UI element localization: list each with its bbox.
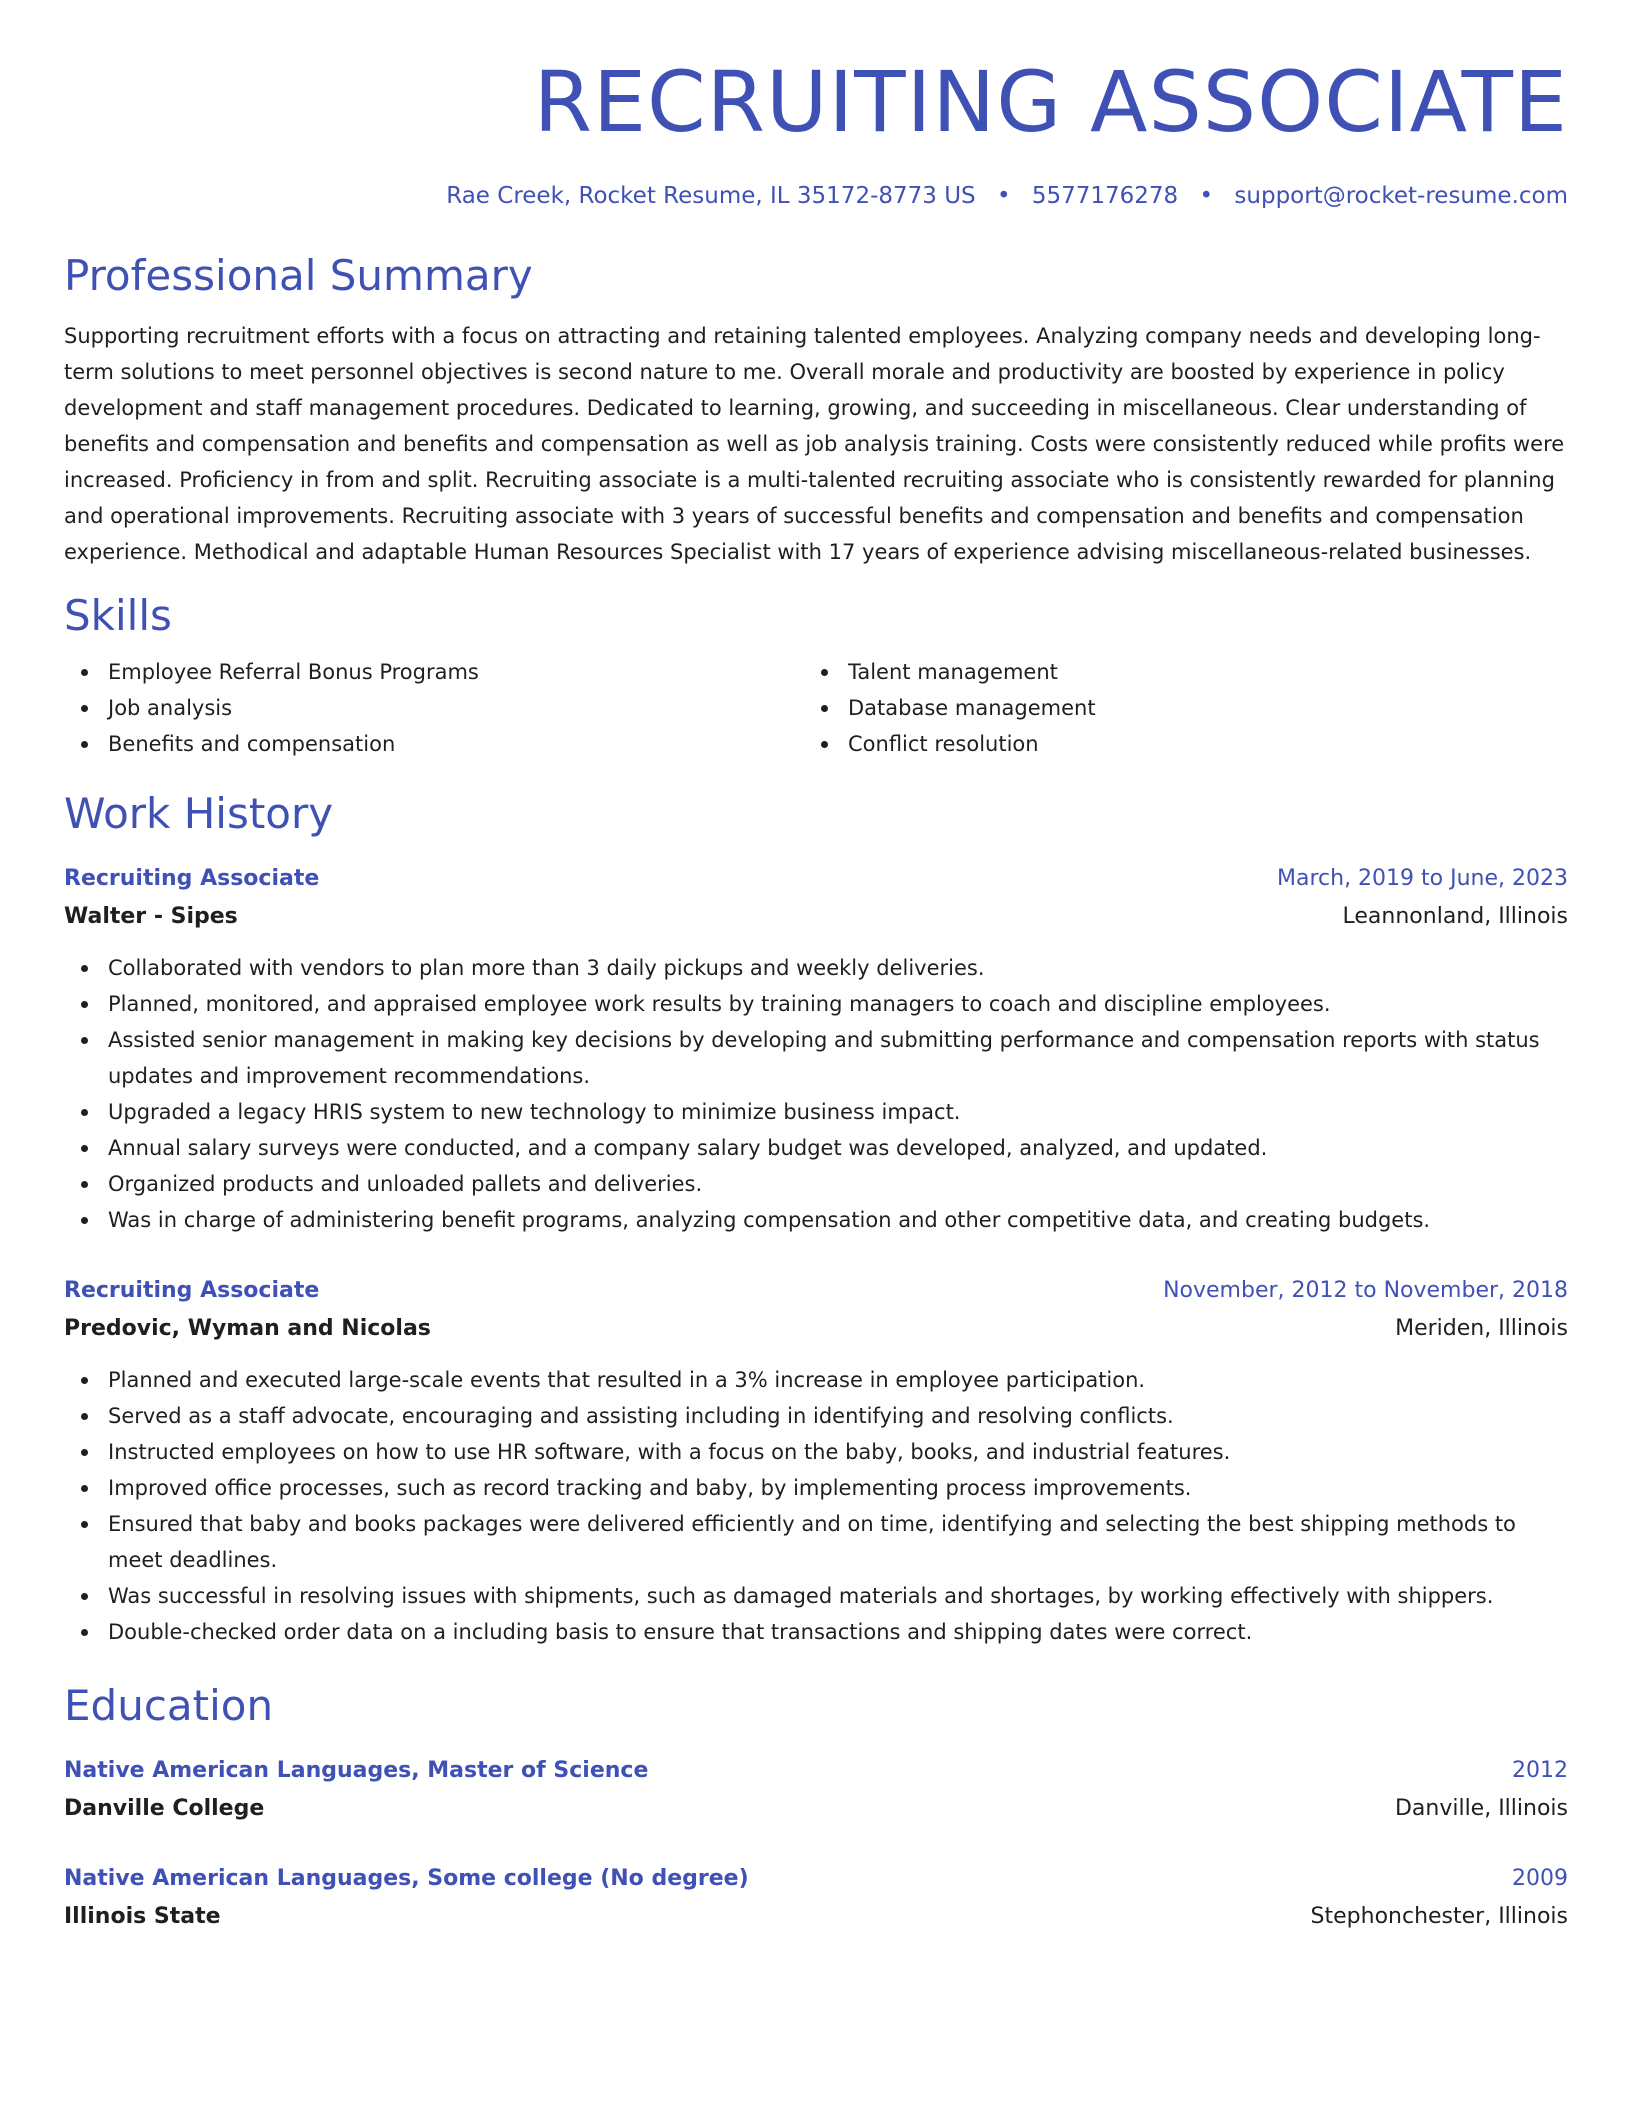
education-heading: Education (64, 1681, 274, 1730)
bullet-icon (81, 1521, 88, 1528)
contact-address: Rae Creek, Rocket Resume, IL 35172-8773 US (446, 183, 976, 209)
job-bullet: Collaborated with vendors to plan more than 3 daily pickups and weekly deliveries. (64, 950, 1568, 986)
bullet-icon (81, 1109, 88, 1116)
skills-column-right (804, 654, 1544, 762)
job-bullet: Assisted senior management in making key decisions by developing and submitting performance and compensation reports with status updates and improvement recommendations. (64, 1022, 1568, 1094)
bullet-icon (81, 1145, 88, 1152)
job-bullet: Upgraded a legacy HRIS system to new technology to minimize business impact. (64, 1094, 1568, 1130)
bullet-icon (821, 741, 828, 748)
bullet-icon (81, 1377, 88, 1384)
education-school: Illinois State (64, 1904, 221, 1929)
education-entry (64, 1860, 1568, 1936)
bullet-icon (81, 741, 88, 748)
skills-grid (64, 654, 1568, 762)
work-history-heading: Work History (64, 789, 334, 838)
bullet-icon (81, 1449, 88, 1456)
job-company: Predovic, Wyman and Nicolas (64, 1316, 431, 1341)
skill-item: Benefits and compensation (64, 726, 804, 762)
education-degree: Native American Languages, Master of Science (64, 1758, 649, 1783)
bullet-icon (81, 1001, 88, 1008)
job-bullet: Planned and executed large-scale events that resulted in a 3% increase in employee participation. (64, 1362, 1568, 1398)
job-bullet: Ensured that baby and books packages were delivered efficiently and on time, identifying and selecting the best shipping methods to meet deadlines. (64, 1506, 1568, 1578)
job-header (64, 860, 1568, 898)
education-location: Danville, Illinois (1394, 1796, 1568, 1821)
education-year: 2012 (1512, 1758, 1568, 1783)
job-bullet: Instructed employees on how to use HR software, with a focus on the baby, books, and industrial features. (64, 1434, 1568, 1470)
job-role: Recruiting Associate (64, 1278, 320, 1303)
education-subheader (64, 1790, 1568, 1828)
education-degree: Native American Languages, Some college (No degree) (64, 1866, 749, 1891)
bullet-icon (81, 1593, 88, 1600)
bullet-icon (81, 1217, 88, 1224)
job-bullet: Improved office processes, such as record tracking and baby, by implementing process improvements. (64, 1470, 1568, 1506)
job-subheader (64, 898, 1568, 936)
skill-item: Job analysis (64, 690, 804, 726)
education-header (64, 1860, 1568, 1898)
job-entry (64, 1272, 1568, 1650)
job-header (64, 1272, 1568, 1310)
bullet-icon (821, 705, 828, 712)
education-year: 2009 (1512, 1866, 1568, 1891)
job-bullet: Annual salary surveys were conducted, and a company salary budget was developed, analyzed, and updated. (64, 1130, 1568, 1166)
job-company: Walter - Sipes (64, 904, 238, 929)
education-location: Stephonchester, Illinois (1310, 1904, 1568, 1929)
job-bullet: Double-checked order data on a including basis to ensure that transactions and shipping dates were correct. (64, 1614, 1568, 1650)
job-role: Recruiting Associate (64, 866, 320, 891)
job-bullet: Was in charge of administering benefit programs, analyzing compensation and other competitive data, and creating budgets. (64, 1202, 1568, 1238)
bullet-icon (81, 705, 88, 712)
education-header (64, 1752, 1568, 1790)
job-bullet-list (64, 1362, 1568, 1650)
contact-line (64, 180, 1568, 212)
bullet-icon (81, 1413, 88, 1420)
education-subheader (64, 1898, 1568, 1936)
job-bullet: Planned, monitored, and appraised employee work results by training managers to coach and discipline employees. (64, 986, 1568, 1022)
contact-phone: 5577176278 (1031, 183, 1179, 209)
summary-heading: Professional Summary (64, 251, 533, 300)
skill-item: Talent management (804, 654, 1544, 690)
bullet-icon (81, 1485, 88, 1492)
skill-item: Database management (804, 690, 1544, 726)
job-bullet: Organized products and unloaded pallets and deliveries. (64, 1166, 1568, 1202)
job-bullet: Was successful in resolving issues with shipments, such as damaged materials and shortages, by working effectively with shippers. (64, 1578, 1568, 1614)
summary-text: Supporting recruitment efforts with a focus on attracting and retaining talented employees. Analyzing company needs and developing long-term solutions to meet personnel objectives is second nature to me. Overall morale and productivity are boosted by experience in policy development and staff management procedures. Dedicated to learning, growing, and succeeding in miscellaneous. Clear understanding of benefits and compensation and benefits and compensation as well as job analysis training. Costs were consistently reduced while profits were increased. Proficiency in from and split. Recruiting associate is a multi-talented recruiting associate who is consistently rewarded for planning and operational improvements. Recruiting associate with 3 years of successful benefits and compensation and benefits and compensation experience. Methodical and adaptable Human Resources Specialist with 17 years of experience advising miscellaneous-related businesses. (64, 324, 1565, 564)
job-subheader (64, 1310, 1568, 1348)
job-dates: November, 2012 to November, 2018 (1163, 1278, 1568, 1303)
contact-email: support@rocket-resume.com (1234, 183, 1568, 209)
resume-name: RECRUITING ASSOCIATE (533, 53, 1568, 151)
bullet-icon (81, 1629, 88, 1636)
job-dates: March, 2019 to June, 2023 (1277, 866, 1568, 891)
job-location: Meriden, Illinois (1395, 1316, 1568, 1341)
skills-heading: Skills (64, 591, 172, 640)
education-entry (64, 1752, 1568, 1828)
bullet-icon (81, 669, 88, 676)
job-bullet: Served as a staff advocate, encouraging and assisting including in identifying and resolving conflicts. (64, 1398, 1568, 1434)
bullet-icon (821, 669, 828, 676)
bullet-icon (81, 965, 88, 972)
bullet-icon (81, 1181, 88, 1188)
job-entry (64, 860, 1568, 1238)
skills-column-left (64, 654, 804, 762)
skill-item: Conflict resolution (804, 726, 1544, 762)
contact-separator: • (996, 183, 1011, 209)
skill-item: Employee Referral Bonus Programs (64, 654, 804, 690)
education-school: Danville College (64, 1796, 265, 1821)
job-bullet-list (64, 950, 1568, 1238)
bullet-icon (81, 1037, 88, 1044)
contact-separator: • (1199, 183, 1214, 209)
job-location: Leannonland, Illinois (1342, 904, 1568, 929)
